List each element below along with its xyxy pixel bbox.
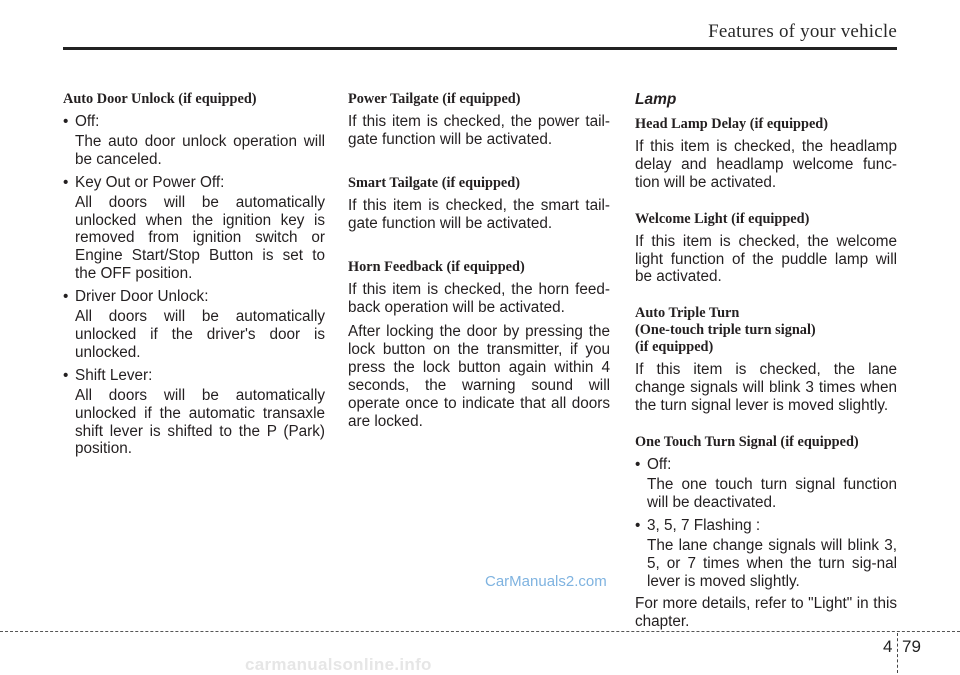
watermark-link[interactable]: CarManuals2.com xyxy=(485,573,607,590)
bullet: • xyxy=(63,173,69,191)
page-divider xyxy=(897,633,898,673)
auto-triple-turn-subheading: (One-touch triple turn signal) xyxy=(635,322,816,339)
item-label: Off: xyxy=(75,113,100,130)
bottom-watermark: carmanualsonline.info xyxy=(245,655,432,674)
spacer xyxy=(348,156,610,175)
power-tailgate-text: If this item is checked, the power tail-gate function will be activated. xyxy=(348,113,610,148)
column-1 xyxy=(63,91,325,463)
spacer xyxy=(635,293,897,305)
item-text: All doors will be automatically unlocked when the ignition key is removed from ignition switch or Engine Start/Stop Button is set to the OFF position. xyxy=(75,193,325,283)
auto-triple-turn-text: If this item is checked, the lane change signals will blink 3 times when the turn signal lever is moved slightly. xyxy=(635,361,897,415)
smart-tailgate-text: If this item is checked, the smart tail-gate function will be activated. xyxy=(348,196,610,232)
auto-door-unlock-heading: Auto Door Unlock (if equipped) xyxy=(63,91,257,107)
item-label: Off: xyxy=(647,456,672,474)
head-lamp-delay-text: If this item is checked, the headlamp delay and headlamp welcome func-tion will be activated. xyxy=(635,137,897,191)
header-rule xyxy=(63,47,897,50)
horn-feedback-detail: After locking the door by pressing the lock button on the transmitter, if you press the lock button again within 4 seconds, the warning sound will operate once to indicate that all doors are locked. xyxy=(348,323,610,430)
item-label: 3, 5, 7 Flashing : xyxy=(647,516,761,534)
bullet: • xyxy=(635,456,641,474)
list-item xyxy=(635,517,897,535)
one-touch-footer: For more details, refer to "Light" in this chapter. xyxy=(635,595,897,631)
auto-triple-turn-equipped: (if equipped) xyxy=(635,339,714,356)
power-tailgate-heading: Power Tailgate (if equipped) xyxy=(348,91,521,107)
welcome-light-text: If this item is checked, the welcome light function of the puddle lamp will be activated. xyxy=(635,232,897,286)
item-text: The one touch turn signal function will be deactivated. xyxy=(647,475,897,511)
item-label: Driver Door Unlock: xyxy=(75,288,209,306)
one-touch-heading: One Touch Turn Signal (if equipped) xyxy=(635,434,859,451)
item-label: Key Out or Power Off: xyxy=(75,173,225,191)
bullet: • xyxy=(63,366,69,384)
auto-triple-turn-heading: Auto Triple Turn xyxy=(635,305,740,322)
bullet: • xyxy=(63,113,69,130)
item-text: The auto door unlock operation will be canceled. xyxy=(75,132,325,168)
list-item xyxy=(63,288,325,306)
lamp-section-title: Lamp xyxy=(635,91,677,108)
column-2 xyxy=(348,91,610,438)
column-3 xyxy=(635,91,897,638)
item-label: Shift Lever: xyxy=(75,366,153,384)
item-text: All doors will be automatically unlocked if the automatic transaxle shift lever is shifted to the P (Park) position. xyxy=(75,386,325,458)
bullet: • xyxy=(63,288,69,306)
list-item xyxy=(63,367,325,385)
list-item xyxy=(63,174,325,192)
head-lamp-delay-heading: Head Lamp Delay (if equipped) xyxy=(635,115,829,132)
section-number: 4 xyxy=(883,637,893,656)
bullet: • xyxy=(635,516,641,534)
welcome-light-heading: Welcome Light (if equipped) xyxy=(635,210,810,227)
horn-feedback-heading: Horn Feedback (if equipped) xyxy=(348,258,525,275)
footer-rule xyxy=(0,631,960,632)
page-header-title: Features of your vehicle xyxy=(708,21,897,42)
spacer xyxy=(348,240,610,259)
page-number: 79 xyxy=(902,637,921,656)
horn-feedback-text: If this item is checked, the horn feed-back operation will be activated. xyxy=(348,280,610,316)
item-text: All doors will be automatically unlocked if the driver's door is unlocked. xyxy=(75,308,325,361)
spacer xyxy=(635,199,897,211)
item-text: The lane change signals will blink 3, 5, or 7 times when the turn sig-nal lever is moved slightly. xyxy=(647,536,897,590)
list-item xyxy=(635,456,897,474)
smart-tailgate-heading: Smart Tailgate (if equipped) xyxy=(348,174,520,191)
spacer xyxy=(635,422,897,434)
list-item xyxy=(63,113,325,131)
